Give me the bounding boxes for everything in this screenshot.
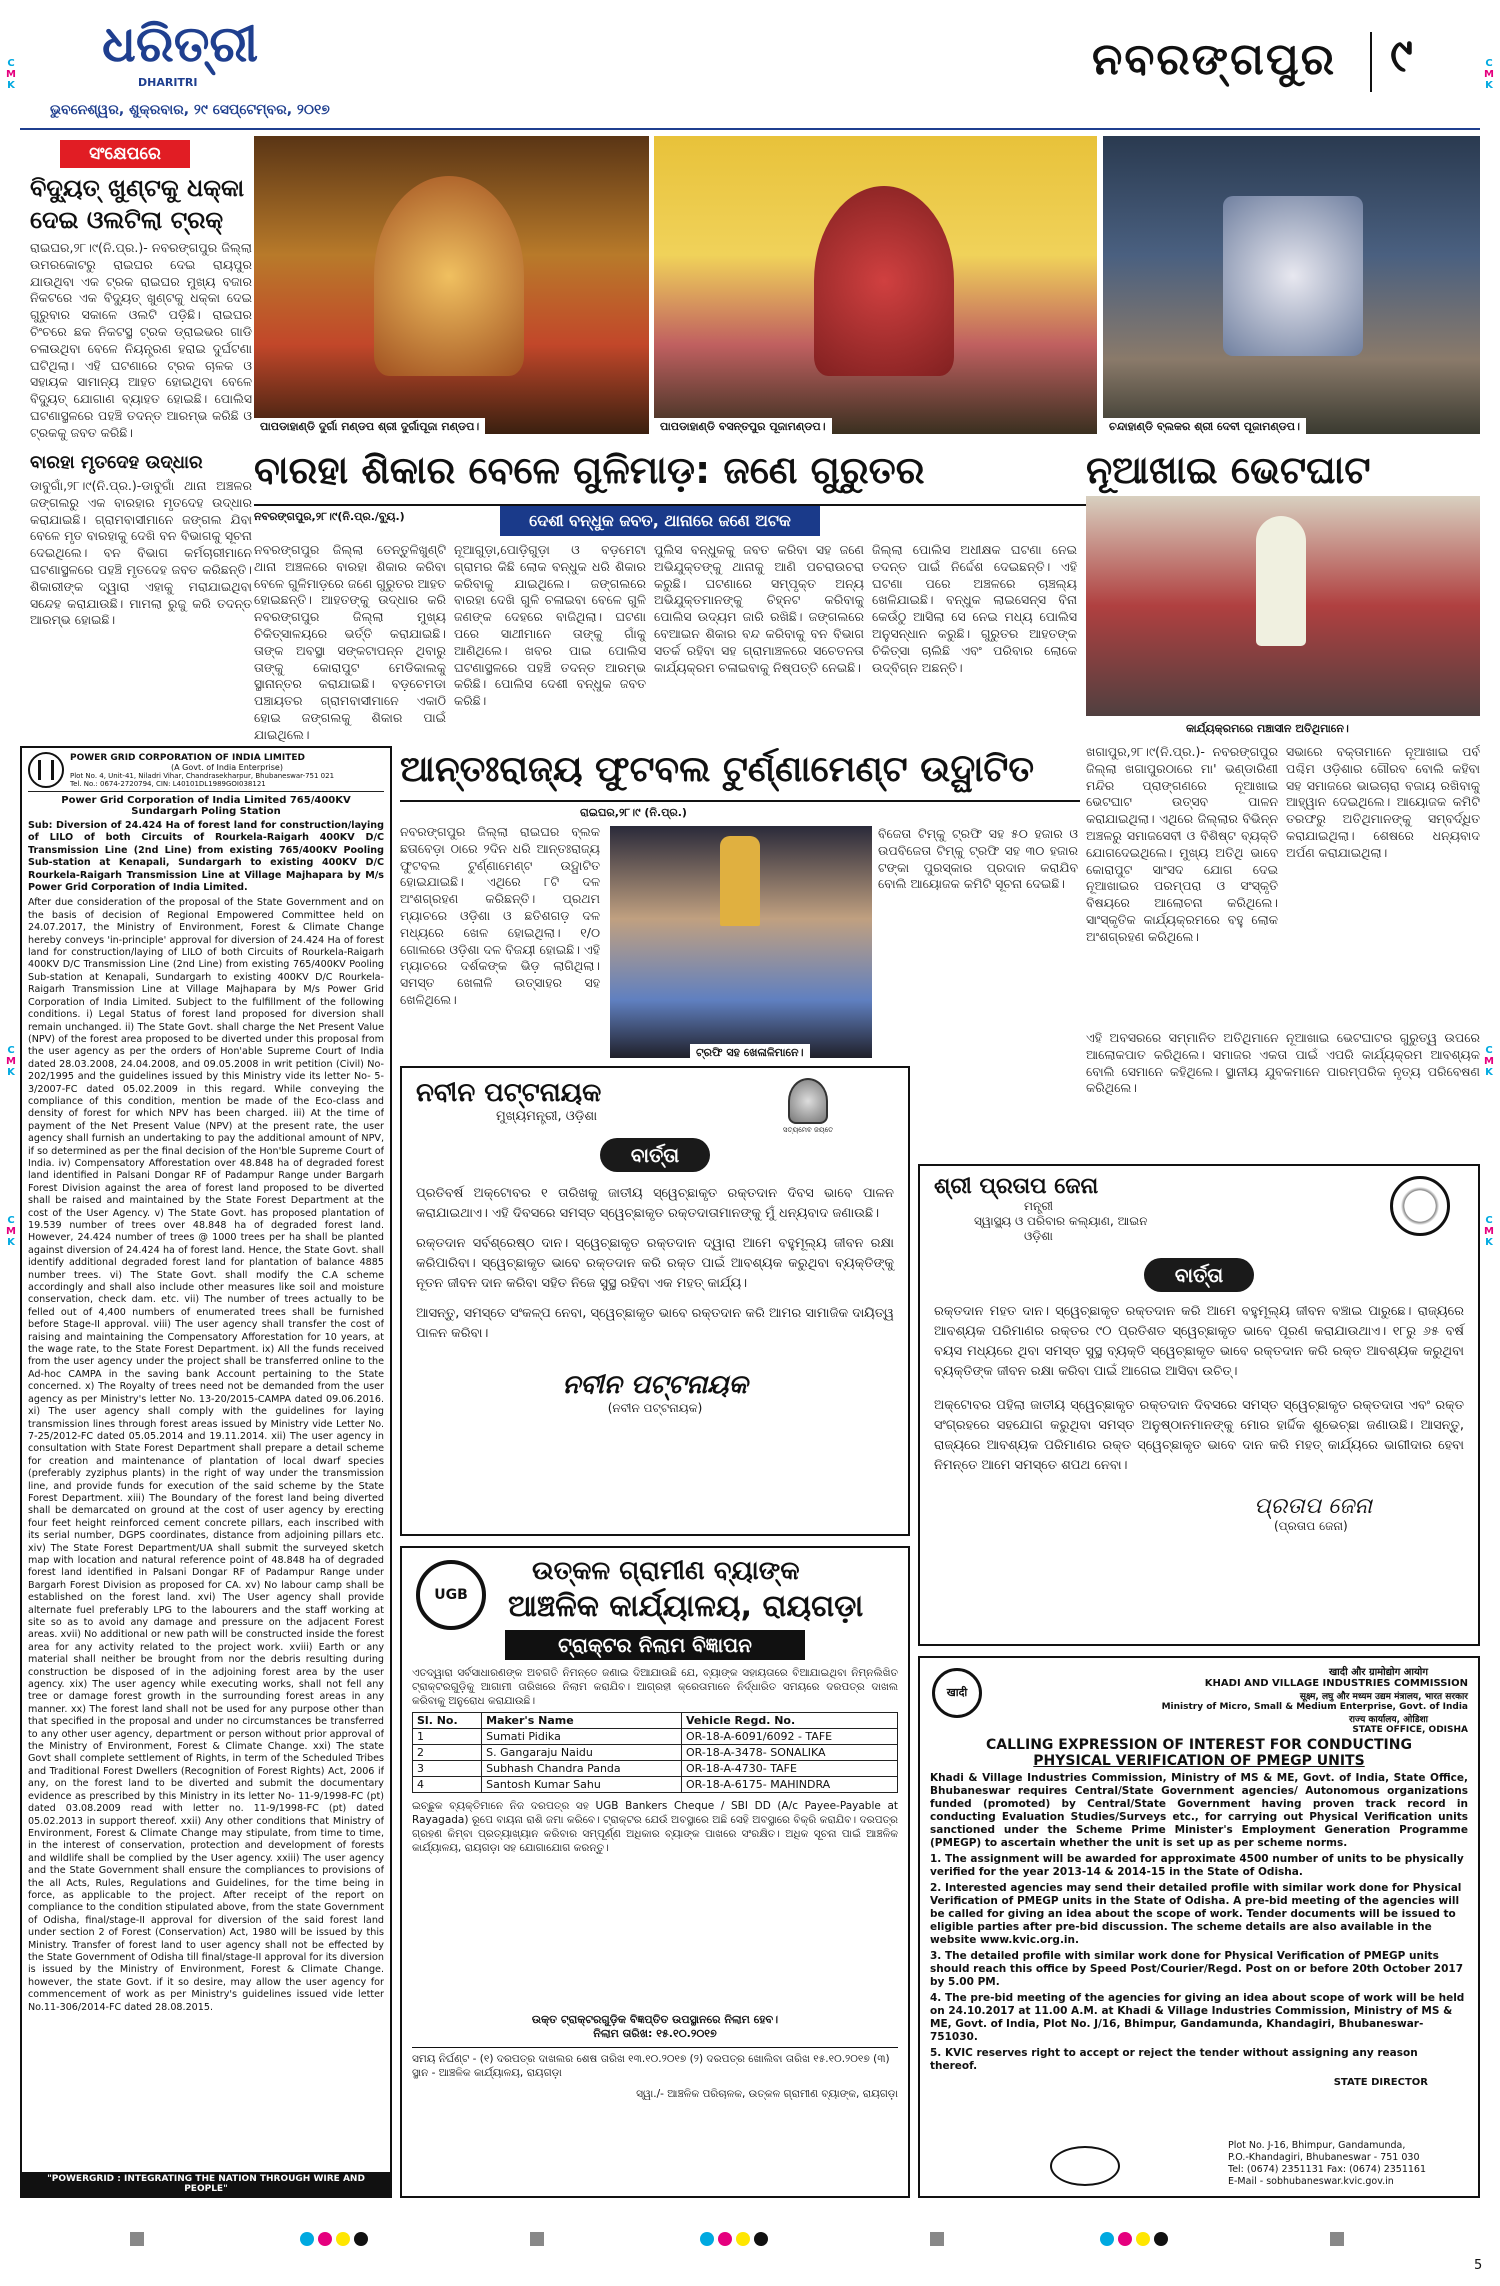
- football-photo: [610, 826, 872, 1058]
- section-title: ନବରଙ୍ଗପୁର: [1092, 34, 1337, 85]
- kvic-addr-3: Tel: (0674) 2351131 Fax: (0674) 2351161: [1228, 2164, 1427, 2175]
- black-dot-2: [754, 2232, 768, 2246]
- th-sl: Sl. No.: [413, 1713, 482, 1729]
- cell: Subhash Chandra Panda: [482, 1761, 682, 1777]
- cell: OR-18-A-4730- TAFE: [681, 1761, 897, 1777]
- th-maker: Maker's Name: [482, 1713, 682, 1729]
- football-cont: ବିଜେତା ଟିମ୍‌କୁ ଟ୍ରଫି ସହ ୫୦ ହଜାର ଓ ଉପବିଜେତା ଟିମ୍‌କୁ ଟ୍ରଫି ସହ ୩୦ ହଜାର ଟଙ୍କା ପୁରସ୍କାର ପ୍ରଦାନ କରାଯିବ ବୋଲି ଆୟୋଜକ କମିଟି ସୂଚନା ଦେଇଛି।: [878, 826, 1078, 892]
- minister-role-2: ସ୍ୱାସ୍ଥ୍ୟ ଓ ପରିବାର କଲ୍ୟାଣ, ଆଇନ: [974, 1214, 1148, 1228]
- kvic-hindi-head: खादी और ग्रामोद्योग आयोग: [1329, 1667, 1428, 1678]
- cell: OR-18-A-6175- MAHINDRA: [681, 1777, 897, 1793]
- pgcil-address: Plot No. 4, Unit-41, Niladri Vihar, Chandrasekharpur, Bhubaneswar-751 021: [70, 771, 335, 780]
- kvic-addr-1: Plot No. J-16, Bhimpur, Gandamunda,: [1228, 2140, 1406, 2151]
- minister-p2: ଅକ୍ଟୋବର ପହିଲା ଜାତୀୟ ସ୍ୱେଚ୍ଛାକୃତ ରକ୍ତଦାନ ଦିବସରେ ସମସ୍ତ ସ୍ୱେଚ୍ଛାକୃତ ରକ୍ତଦାତା ଏବଂ ରକ୍ତ ସଂଗ୍ରହରେ ସହଯୋଗ କରୁଥିବା ସମସ୍ତ ଅନୁଷ୍ଠାନମାନଙ୍କୁ ମୋର ହାର୍ଦ୍ଦିକ ଶୁଭେଚ୍ଛା ଜଣାଉଛି। ଆସନ୍ତୁ, ରାଜ୍ୟରେ ଆବଶ୍ୟକ ପରିମାଣର ରକ୍ତ ସ୍ୱେଚ୍ଛାକୃତ ଭାବେ ଦାନ କରି ମହତ୍ କାର୍ଯ୍ୟରେ ଭାଗୀଦାର ହେବା ନିମନ୍ତେ ଆମେ ସମସ୍ତେ ଶପଥ ନେବା।: [934, 1398, 1464, 1473]
- cm-p2: ରକ୍ତଦାନ ସର୍ବଶ୍ରେଷ୍ଠ ଦାନ। ସ୍ୱେଚ୍ଛାକୃତ ରକ୍ତଦାନ ଦ୍ୱାରା ଆମେ ବହୁମୂଲ୍ୟ ଜୀବନ ରକ୍ଷା କରିପାରିବା। ସ୍ୱେଚ୍ଛାକୃତ ଭାବେ ରକ୍ତଦାନ କରି ରକ୍ତ ପାଇଁ ଆବଶ୍ୟକ କରୁଥିବା ବ୍ୟକ୍ତିଙ୍କୁ ନୂତନ ଜୀବନ ଦାନ କରିବା ସହିତ ନିଜେ ସୁସ୍ଥ ରହିବା ଏକ ମହତ୍ କାର୍ଯ୍ୟ।: [416, 1236, 894, 1291]
- pgcil-title: Power Grid Corporation of India Limited 765/400KV Sundargarh Poling Station: [61, 795, 351, 817]
- nuakhai-photo: [1086, 496, 1480, 716]
- kvic-p3: 3. The detailed profile with similar work done for Physical Verification of PMEGP units should reach this office by Speed Post/Courier/Regd. Post on or before 20th October 2017 by 5.00 PM.: [930, 1950, 1463, 1988]
- pgcil-notice: [20, 746, 392, 2198]
- cell: Sumati Pidika: [482, 1729, 682, 1745]
- cell: OR-18-A-3478- SONALIKA: [681, 1745, 897, 1761]
- bank-body: ଇଚ୍ଛୁକ ବ୍ୟକ୍ତିମାନେ ନିଜ ଦରପତ୍ର ସହ UGB Bankers Cheque / SBI DD (A/c Payee-Payable at Rayagada) ରୂପେ ବାୟନା ରାଶି ଜମା କରିବେ। ଟ୍ରାକ୍ଟର ଯେଉଁ ଅବସ୍ଥାରେ ଅଛି ସେହି ଅବସ୍ଥାରେ ବିକ୍ରି କରାଯିବ। ଦରପତ୍ର ଗ୍ରହଣ କିମ୍ବା ପ୍ରତ୍ୟାଖ୍ୟାନ କରିବାର ସମ୍ପୂର୍ଣ୍ଣ ଅଧିକାର ବ୍ୟାଙ୍କ ପାଖରେ ସଂରକ୍ଷିତ। ଅଧିକ ସୂଚନା ପାଇଁ ଆଞ୍ଚଳିକ କାର୍ଯ୍ୟାଳୟ, ରାୟଗଡ଼ା ସହ ଯୋଗାଯୋଗ କରନ୍ତୁ।: [412, 1800, 898, 1854]
- page-number: 5: [1474, 2258, 1483, 2273]
- grey-mark-1: [130, 2232, 144, 2246]
- cell: 1: [413, 1729, 482, 1745]
- kvic-office: STATE OFFICE, ODISHA: [1352, 1725, 1468, 1735]
- kvic-footer-logo-icon: [1050, 2146, 1120, 2186]
- football-body: ନବରଙ୍ଗପୁର ଜିଲ୍ଲା ରାଇଘର ବ୍ଲକ ଛତାବେଡ଼ା ଠାରେ ୨ଦିନ ଧରି ଆନ୍ତଃରାଜ୍ୟ ଫୁଟବଲ ଟୁର୍ଣ୍ଣାମେଣ୍ଟ ଉଦ୍ଘାଟିତ ହୋଇଯାଇଛି। ଏଥିରେ ୮ଟି ଦଳ ଅଂଶଗ୍ରହଣ କରିଛନ୍ତି। ପ୍ରଥମ ମ୍ୟାଚରେ ଓଡ଼ିଶା ଓ ଛତିଶଗଡ଼ ଦଳ ମଧ୍ୟରେ ଖେଳ ହୋଇଥିଲା। ୧/୦ ଗୋଲରେ ଓଡ଼ିଶା ଦଳ ବିଜୟୀ ହୋଇଛି। ଏହି ମ୍ୟାଚରେ ଦର୍ଶକଙ୍କ ଭିଡ଼ ଲାଗିଥିଲା। ସମସ୍ତ ଖେଳାଳି ଉତ୍ସାହର ସହ ଖେଳିଥିଲେ।: [400, 824, 600, 1007]
- minister-role-1: ମନ୍ତ୍ରୀ: [1024, 1199, 1053, 1213]
- ugb-logo-icon: [416, 1560, 486, 1630]
- grey-mark-3: [930, 2232, 944, 2246]
- cell: 3: [413, 1761, 482, 1777]
- magenta-dot: [318, 2232, 332, 2246]
- th-regd: Vehicle Regd. No.: [681, 1713, 897, 1729]
- cyan-dot: [300, 2232, 314, 2246]
- main-col-1: ନବରଙ୍ଗପୁର ଜିଲ୍ଲା ତେନ୍ତୁଳିଖୁଣ୍ଟି ଥାନା ଅଞ୍ଚଳରେ ବାରହା ଶିକାର କରିବା ବେଳେ ଗୁଳିମାଡ଼ରେ ଜଣେ ଗୁରୁତର ଆହତ ହୋଇଛନ୍ତି। ଆହତଙ୍କୁ ଉଦ୍ଧାର କରି ନବରଙ୍ଗପୁର ଜିଲ୍ଲା ମୁଖ୍ୟ ଚିକିତ୍ସାଳୟରେ ଭର୍ତ୍ତି କରାଯାଇଛି। ତାଙ୍କ ଅବସ୍ଥା ସଙ୍କଟାପନ୍ନ ଥିବାରୁ ତାଙ୍କୁ କୋରାପୁଟ ମେଡିକାଲକୁ ସ୍ଥାନାନ୍ତର କରାଯାଇଛି। ବଡ଼ଚେମଡା ପଞ୍ଚାୟତର ଗ୍ରାମବାସୀମାନେ ଏକାଠି ହୋଇ ଜଙ୍ଗଲକୁ ଶିକାର ପାଇଁ ଯାଇଥିଲେ।: [254, 542, 446, 742]
- bank-notice: [400, 1546, 910, 2198]
- kvic-intro: Khadi & Village Industries Commission, Ministry of MS & ME, Govt. of India, State Office, Bhubaneswar requires Central/State Government agencies/ Autonomous organizations funded (promoted) by Central/State Government having proven track record in conducting Evaluation Studies/Surveys etc., for carrying out Physical Verification units sanctioned under the Scheme Prime Minister's Employment Generation Programme (PMEGP) to ascertain whether the unit is set up as per scheme norms.: [930, 1772, 1468, 1849]
- brief-story1-body: ରାଇଘର,୨୮।୯(ନି.ପ୍ର.)- ନବରଙ୍ଗପୁର ଜିଲ୍ଲା ଉମରକୋଟରୁ ରାଇଘର ଦେଇ ରାୟପୁର ଯାଉଥିବା ଏକ ଟ୍ରକ ରାଇଘର ମୁଖ୍ୟ ବଜାର ନିକଟରେ ଏକ ବିଦ୍ୟୁତ୍ ଖୁଣ୍ଟକୁ ଧକ୍କା ଦେଇ ଗୁରୁବାର ସକାଳେ ଓଲଟି ପଡ଼ିଛି। ରାଇଘର ଚିଂଚରେ ଛକ ନିକଟସ୍ଥ ଟ୍ରକ ଡ୍ରାଇଭର ଗାଡି ଚଳାଉଥିବା ବେଳେ ନିୟନ୍ତ୍ରଣ ହରାଇ ଦୁର୍ଘଟଣା ଘଟିଥିଲା। ଏହି ଘଟଣାରେ ଟ୍ରକ ଚାଳକ ଓ ସହାୟକ ସାମାନ୍ୟ ଆହତ ହୋଇଥିବା ବେଳେ ବିଦ୍ୟୁତ୍ ଯୋଗାଣ ବ୍ୟାହତ ହୋଇଛି। ପୋଲିସ ଘଟଣାସ୍ଥଳରେ ପହଞ୍ଚି ତଦନ୍ତ ଆରମ୍ଭ କରିଛି ଓ ଟ୍ରକକୁ ଜବତ କରିଛି।: [30, 240, 252, 440]
- kvic-addr-2: P.O.-Khandagiri, Bhubaneswar - 751 030: [1228, 2152, 1420, 2163]
- pgcil-company-sub: (A Govt. of India Enterprise): [171, 762, 283, 772]
- kvic-logo-text: खादी: [946, 1686, 968, 1699]
- section-divider: [1370, 32, 1372, 92]
- kvic-ministry: Ministry of Micro, Small & Medium Enterprise, Govt. of India: [1161, 1702, 1468, 1712]
- page-number-odia: ୯: [1390, 28, 1413, 82]
- cell: OR-18-A-6091/6092 - TAFE: [681, 1729, 897, 1745]
- emblem-text: ସତ୍ୟମେବ ଜୟତେ: [782, 1126, 834, 1134]
- minister-tag: ବାର୍ତ୍ତା: [1144, 1258, 1254, 1292]
- kvic-hindi-ministry: सूक्ष्म, लघु और मध्यम उद्यम मंत्रालय, भारत सरकार: [1299, 1692, 1468, 1702]
- kvic-p1: 1. The assignment will be awarded for approximate 4500 number of units to be physically verified for the year 2013-14 & 2014-15 in the State of Odisha.: [930, 1853, 1464, 1878]
- main-headline: ବାରହା ଶିକାର ବେଳେ ଗୁଳିମାଡ଼: ଜଣେ ଗୁରୁତର: [254, 448, 925, 492]
- brief-story2-head: ବାରହା ମୃତଦେହ ଉଦ୍ଧାର: [30, 452, 203, 473]
- cell: Santosh Kumar Sahu: [482, 1777, 682, 1793]
- cm-tag: ବାର୍ତ୍ତା: [600, 1138, 710, 1172]
- odisha-emblem-icon: [1390, 1176, 1450, 1236]
- state-emblem-icon: [782, 1078, 834, 1148]
- kvic-notice: [918, 1656, 1480, 2198]
- minister-role-3: ଓଡ଼ିଶା: [1024, 1229, 1053, 1243]
- cell: 4: [413, 1777, 482, 1793]
- cmk-mark-left-2: C M K: [6, 1045, 16, 1078]
- cmk-mark-right-1: C M K: [1484, 58, 1494, 91]
- durga-puja-photo-1: [254, 136, 649, 434]
- bank-name: ଉତ୍କଳ ଗ୍ରାମୀଣ ବ୍ୟାଙ୍କ: [532, 1556, 800, 1586]
- main-dateline: ନବରଙ୍ଗପୁର,୨୮।୯(ନି.ପ୍ର./ବ୍ୟୁ.): [254, 510, 405, 523]
- football-rule: [400, 800, 1080, 802]
- kvic-logo-icon: [932, 1668, 982, 1718]
- football-headline: ଆନ୍ତଃରାଜ୍ୟ ଫୁଟବଲ ଟୁର୍ଣ୍ଣାମେଣ୍ଟ ଉଦ୍ଘାଟିତ: [400, 749, 1035, 790]
- masthead-dateline: ଭୁବନେଶ୍ୱର, ଶୁକ୍ରବାର, ୨୯ ସେପ୍ଟେମ୍ବର, ୨୦୧୭: [50, 102, 330, 118]
- black-dot: [354, 2232, 368, 2246]
- kvic-title-1: CALLING EXPRESSION OF INTEREST FOR CONDUCTING: [986, 1737, 1412, 1753]
- bank-date-line: ନିଲାମ ତାରିଖ: ୧୫.୧୦.୨୦୧୭: [593, 2027, 717, 2040]
- masthead: [20, 10, 1480, 130]
- yellow-dot-2: [736, 2232, 750, 2246]
- vehicle-table-head: [413, 1713, 898, 1729]
- table-row: [413, 1729, 898, 1745]
- pgcil-logo-icon: [28, 752, 64, 788]
- bank-intro: ଏତଦ୍ୱାରା ସର୍ବସାଧାରଣଙ୍କ ଅବଗତି ନିମନ୍ତେ ଜଣାଇ ଦିଆଯାଉଛି ଯେ, ବ୍ୟାଙ୍କ ସହାୟତାରେ ବିଆଯାଇଥିବା ନିମ୍ନଲିଖିତ ଟ୍ରାକ୍ଟରଗୁଡ଼ିକୁ ଆଗାମୀ ତାରିଖରେ ନିଲାମ କରାଯିବ। ଆଗ୍ରହୀ କ୍ରେତାମାନେ ନିର୍ଦ୍ଧାରିତ ସମୟରେ ଦରପତ୍ର ଦାଖଲ କରିବାକୁ ଅନୁରୋଧ କରାଯାଉଛି।: [412, 1667, 898, 1707]
- cm-p3: ଆସନ୍ତୁ, ସମସ୍ତେ ସଂକଳ୍ପ ନେବା, ସ୍ୱେଚ୍ଛାକୃତ ଭାବେ ରକ୍ତଦାନ କରି ଆମର ସାମାଜିକ ଦାୟିତ୍ୱ ପାଳନ କରିବା।: [416, 1306, 894, 1341]
- black-dot-3: [1154, 2232, 1168, 2246]
- yellow-dot-3: [1136, 2232, 1150, 2246]
- pgcil-body: After due consideration of the proposal of the State Government and on the basis of decision of Regional Empowered Committee held on 24.07.2017, the Ministry of Environment, Forest & Climate Change hereby conveys 'in-principle' approval for diversion of 24.424 Ha of forest land for construction/laying of LILO of both Circuits of Rourkela-Raigarh 400KV D/C Transmission Line (2nd Line) from existing 765/400KV Pooling Sub-station at Kenapali, Sundargarh to existing 400KV D/C Rourkela-Raigarh Transmission Line at Village Majhapara by M/s Power Grid Corporation of India Limited. Subject to the fulfillment of the following conditions. i) Legal Status of forest land proposed for diversion shall remain unchanged. ii) The State Govt. shall charge the Net Present Value (NPV) of the forest area proposed to be diverted under this proposal from the user agency as per the orders of Hon'able Supreme Court of India dated 28.03.2008, 24.04.2008, and 09.05.2008 in writ petition (Civil) No- 202/1995 and the guidelines issued by this Ministry vide its letter No- 5-3/2007-FC dated 05.02.2009 in this regard. While conveying the compliance of this condition, mention be made of the Eco-class and density of forest for which NPV has been charged. iii) At the time of payment of the Net Present Value (NPV) at the present rate, the user agency shall furnish an undertaking to pay the additional amount of NPV, if so determined as per the final decision of the Hon'ble Supreme Court of India. iv) Compensatory Afforestation over 48.848 ha of degraded forest land identified in Palsani Dongar RF of Padampur Range under Bargarh Forest Division against the area of forest land proposed to be diverted shall be raised and maintained by the State Forest Department at the cost of the User Agency. v) The State Govt. has proposed plantation of 19.539 number of trees over 48.848 ha of degraded forest land. However, 24.424 number of trees @ 1000 trees per ha shall be planted against diversion of 24.424 ha of forest land. Hence, the State Govt. shall identify additional degraded forest land for plantation of balance 4885 number trees. vi) The State Govt. shall modify the C.A scheme accordingly and shall also include other measures like soil and moisture conservation, check dam. etc. vii) The number of trees actually to be felled out of 4,400 numbers of enumerated trees shall be furnished before Stage-II approval. viii) The user agency shall transfer the cost of raising and maintaining the Compensatory Afforestation for 10 years, at the wage rate, to the State Forest Department. ix) All the funds received from the user agency under the project shall be transferred online to the Ad-hoc CAMPA in the saving bank Account pertaining to the State concerned. x) The Royalty of trees need not be demanded from the user agency as per Ministry's letter No. 13-20/2015-CAMPA dated 09.06.2016. xi) The user agency shall comply with the guidelines for laying transmission lines through forest areas issued by Ministry vide Letter No. 7-25/2012-FC dated 05.05.2014 and 19.11.2014. xii) The user agency in consultation with State Forest Department shall prepare a detail scheme for creation and maintenance of plantation of local dwarf species (preferably zyziphus plants) in the right of way under the transmission line, and provide funds for execution of the said scheme by the State Forest Department. xiii) The Boundary of the forest land being diverted shall be demarcated on ground at the cost of user agency by erecting four feet height reinforced cement concrete pillars, each inscribed with its serial number, DGPS coordinates, distance from adjoining pillars etc. xiv) The State Forest Department/UA shall submit the surveyed sketch map with location and natural reference point of 48.848 ha of degraded forest land identified in Palsani Dongar RF of Padampur Range under Bargarh Forest Division as proposed for CA. xv) No labour camp shall be established on the forest land. xvi) The User agency shall provide alternate fuel preferably LPG to the labourers and the staff working at site so as to avoid any damage and pressure on the adjacent Forest areas. xvii) No additional or new path will be constructed inside the forest area for any activity related to the project work. xviii) Earth or any material shall neither be brought from nor the debris resulting during construction be disposed of in the adjoining forest area by the user agency. xix) The user agency while executing works, shall not fell any tree or damage forest growth in the surrounding forest areas in any manner. xx) The forest land shall not be used for any purpose other than that specified in the proposal and under no circumstances be transferred to any other user agency, department or person without prior approval of the Ministry of Environment, Forest & Climate Change. xxi) The state Govt shall complete settlement of Rights, in term of the Scheduled Tribes and Traditional Forest Dwellers (Recognition of Forest Rights) Act, 2006 if any, on the forest land to be diverted and submit the documentary evidence as prescribed by this Ministry in its letter No- 11-9/1998-FC (pt) dated 03.08.2009 read with letter no. 11-9/1998-FC (pt) dated 05.02.2013 in support thereof. xxii) Any other conditions that Ministry of Environment, Forest & Climate Change may stipulate, from time to time, in the interest of conservation, protection and development of forests and wildlife shall be complied by the User agency. xxiii) The user agency and the State Government shall ensure the compliances to provisions of the all Acts, Rules, Regulations and Guidelines, for the time being in force, as applicable to the project. After receipt of the report on compliance to the condition stipulated above, from the state Government of Odisha, final/stage-II approval for diversion of the said forest land under section 2 of Forest (Conservation) Act, 1980 will be issued by this Ministry. Transfer of forest land to user agency shall not be effected by the State Government of Odisha till final/stage-II approval for its diversion is issued by the Ministry of Environment, Forest & Climate Change. however, the state Govt. if it so desire, may allow the user agency for commencement of work as per Ministry's guidelines issued vide letter No.11-306/2014-FC dated 28.08.2015.: [28, 897, 384, 2013]
- grey-mark-2: [530, 2232, 544, 2246]
- minister-p1: ରକ୍ତଦାନ ମହତ ଦାନ। ସ୍ୱେଚ୍ଛାକୃତ ରକ୍ତଦାନ କରି ଆମେ ବହୁମୂଲ୍ୟ ଜୀବନ ବଞ୍ଚାଇ ପାରୁଛେ। ରାଜ୍ୟରେ ଆବଶ୍ୟକ ପରିମାଣର ରକ୍ତର ୯୦ ପ୍ରତିଶତ ସ୍ୱେଚ୍ଛାକୃତ ଭାବେ ପୂରଣ କରାଯାଉଥାଏ। ୧୮ରୁ ୬୫ ବର୍ଷ ବୟସ ମଧ୍ୟରେ ଥିବା ସମସ୍ତ ସୁସ୍ଥ ବ୍ୟକ୍ତି ସ୍ୱେଚ୍ଛାକୃତ ଭାବେ ରକ୍ତଦାନ କରି ରକ୍ତ ଆବଶ୍ୟକ କରୁଥିବା ବ୍ୟକ୍ତିଙ୍କ ଜୀବନ ରକ୍ଷା କରିବା ପାଇଁ ଆଗେଇ ଆସିବା ଉଚିତ୍।: [934, 1304, 1464, 1379]
- main-col-4: ଜିଲ୍ଲା ପୋଲିସ ଅଧୀକ୍ଷକ ଘଟଣା ନେଇ ତଦନ୍ତ ପାଇଁ ନିର୍ଦ୍ଦେଶ ଦେଇଛନ୍ତି। ଏହି ଘଟଣା ପରେ ଅଞ୍ଚଳରେ ଚାଞ୍ଚଲ୍ୟ ଖେଳିଯାଇଛି। ବନ୍ଧୁକ ଲାଇସେନ୍ସ ବିନା କେଉଁଠୁ ଆସିଲା ସେ ନେଇ ମଧ୍ୟ ପୋଲିସ ଅନୁସନ୍ଧାନ କରୁଛି। ଗୁରୁତର ଆହତଙ୍କ ଚିକିତ୍ସା ଚାଲିଛି ଏବଂ ପରିବାର ଲୋକେ ଉଦ୍ବିଗ୍ନ ଅଛନ୍ତି।: [872, 542, 1077, 675]
- brief-story2-body: ଡାବୁଗାଁ,୨୮।୯(ନି.ପ୍ର.)-ଡାବୁଗାଁ ଥାନା ଅଞ୍ଚଳର ଜଙ୍ଗଲରୁ ଏକ ବାରହାର ମୃତଦେହ ଉଦ୍ଧାର କରାଯାଇଛି। ଗ୍ରାମବାସୀମାନେ ଜଙ୍ଗଲ ଯିବା ବେଳେ ମୃତ ବାରହାକୁ ଦେଖି ବନ ବିଭାଗକୁ ସୂଚନା ଦେଇଥିଲେ। ବନ ବିଭାଗ କର୍ମଚାରୀମାନେ ଘଟଣାସ୍ଥଳରେ ପହଞ୍ଚି ମୃତଦେହ ଜବତ କରିଛନ୍ତି। ଶିକାରୀଙ୍କ ଦ୍ୱାରା ଏହାକୁ ମରାଯାଇଥିବା ସନ୍ଦେହ କରାଯାଉଛି। ମାମଲା ରୁଜୁ କରି ତଦନ୍ତ ଆରମ୍ଭ ହୋଇଛି।: [30, 478, 252, 628]
- football-photo-caption: ଟ୍ରଫି ସହ ଖେଳାଳିମାନେ।: [690, 1044, 810, 1062]
- kvic-name: KHADI AND VILLAGE INDUSTRIES COMMISSION: [1204, 1678, 1468, 1689]
- kvic-title-2: PHYSICAL VERIFICATION OF PMEGP UNITS: [1033, 1753, 1365, 1769]
- photo-caption-1: ପାପଡାହାଣ୍ଡି ଦୁର୍ଗା ମଣ୍ଡପ ଶ୍ରୀ ଦୁର୍ଗାପୂଜା ମଣ୍ଡପ।: [254, 418, 485, 436]
- cm-name: ନବୀନ ପଟ୍ଟନାୟକ: [416, 1078, 602, 1108]
- photo-caption-2: ପାପଡାହାଣ୍ଡି ବସନ୍ତପୁର ପୂଜାମଣ୍ଡପ।: [654, 418, 832, 436]
- pgcil-company: POWER GRID CORPORATION OF INDIA LIMITED: [70, 752, 305, 763]
- cmk-mark-right-3: C M K: [1484, 1215, 1494, 1248]
- cmk-mark-left-1: C M K: [6, 58, 16, 91]
- nuakhai-col-2: ସଭାରେ ବକ୍ତାମାନେ ନୂଆଖାଇ ପର୍ବ ପଶ୍ଚିମ ଓଡ଼ିଶାର ଗୌରବ ବୋଲି କହିବା ସହ ସମାଜରେ ଭାଇଚାରା ବଜାୟ ରଖିବାକୁ ଆହ୍ୱାନ ଦେଇଥିଲେ। ଆୟୋଜକ କମିଟି ତରଫରୁ ଅତିଥିମାନଙ୍କୁ ସମ୍ବର୍ଦ୍ଧିତ କରାଯାଇଥିଲା। ଶେଷରେ ଧନ୍ୟବାଦ ଅର୍ପଣ କରାଯାଇଥିଲା।: [1286, 744, 1480, 860]
- nuakhai-headline: ନୂଆଖାଇ ଭେଟଘାଟ: [1086, 448, 1371, 492]
- bank-signatory: ସ୍ୱା./- ଆଞ୍ଚଳିକ ପରିଚାଳକ, ଉତ୍କଳ ଗ୍ରାମୀଣ ବ୍ୟାଙ୍କ, ରାୟଗଡ଼ା: [636, 2088, 898, 2100]
- brief-story1-head: ବିଦ୍ୟୁତ୍ ଖୁଣ୍ଟକୁ ଧକ୍କା ଦେଇ ଓଲଟିଲା ଟ୍ରକ୍: [30, 174, 245, 234]
- masthead-logo: ଧରିତ୍ରୀ: [102, 15, 259, 73]
- durga-puja-photo-3: [1103, 136, 1480, 434]
- nuakhai-cont: ଏହି ଅବସରରେ ସମ୍ମାନିତ ଅତିଥିମାନେ ନୂଆଖାଇ ଭେଟଘାଟର ଗୁରୁତ୍ୱ ଉପରେ ଆଲୋକପାତ କରିଥିଲେ। ସମାଜର ଏକତା ପାଇଁ ଏପରି କାର୍ଯ୍ୟକ୍ରମ ଆବଶ୍ୟକ ବୋଲି ସେମାନେ କହିଥିଲେ। ସ୍ଥାନୀୟ ଯୁବକମାନେ ପାରମ୍ପରିକ ନୃତ୍ୟ ପରିବେଷଣ କରିଥିଲେ।: [1086, 1030, 1480, 1096]
- table-row: [413, 1745, 898, 1761]
- cm-p1: ପ୍ରତିବର୍ଷ ଅକ୍ଟୋବର ୧ ତାରିଖକୁ ଜାତୀୟ ସ୍ୱେଚ୍ଛାକୃତ ରକ୍ତଦାନ ଦିବସ ଭାବେ ପାଳନ କରାଯାଇଥାଏ। ଏହି ଦିବସରେ ସମସ୍ତ ସ୍ୱେଚ୍ଛାକୃତ ରକ୍ତଦାତାମାନଙ୍କୁ ମୁଁ ଧନ୍ୟବାଦ ଜଣାଉଛି।: [416, 1186, 894, 1221]
- minister-sig-name: (ପ୍ରତାପ ଜେନା): [1274, 1519, 1348, 1533]
- main-subhead: ଦେଶୀ ବନ୍ଧୁକ ଜବତ, ଥାନାରେ ଜଣେ ଅଟକ: [500, 506, 820, 536]
- cell: S. Gangaraju Naidu: [482, 1745, 682, 1761]
- magenta-dot-3: [1118, 2232, 1132, 2246]
- bank-office: ଆଞ୍ଚଳିକ କାର୍ଯ୍ୟାଳୟ, ରାୟଗଡ଼ା: [508, 1589, 864, 1624]
- football-dateline: ରାଇଘର,୨୮।୯ (ନି.ପ୍ର.): [580, 806, 687, 819]
- masthead-logo-sub: DHARITRI: [138, 76, 198, 89]
- kvic-p2: 2. Interested agencies may send their detailed profile with similar work done for Physical Verification of PMEGP units in the State of Odisha. A pre-bid meeting of the agencies will be called for giving an idea about the scope of work. Tender documents will be issued to eligible parties after pre-bid discussion. The scheme details are also available in the website www.kvic.org.in.: [930, 1882, 1462, 1946]
- pgcil-footer: "POWERGRID : INTEGRATING THE NATION THROUGH WIRE AND PEOPLE": [22, 2172, 390, 2196]
- cmk-mark-left-3: C M K: [6, 1215, 16, 1248]
- kvic-p4: 4. The pre-bid meeting of the agencies for giving an idea about scope of work will be held on 24.10.2017 at 11.00 A.M. at Khadi & Village Industries Commission, Ministry of MS & ME, Govt. of India, Plot No. J/16, Bhimpur, Gandamunda, Khandagiri, Bhubaneswar-751030.: [930, 1992, 1465, 2043]
- kvic-hindi-office: राज्य कार्यालय, ओडिशा: [1349, 1715, 1428, 1725]
- vehicle-table: [412, 1712, 898, 1793]
- cyan-dot-2: [700, 2232, 714, 2246]
- kvic-p5: 5. KVIC reserves right to accept or reject the tender without assigning any reason thereof.: [930, 2047, 1418, 2072]
- yellow-dot: [336, 2232, 350, 2246]
- cm-message-box: [400, 1066, 910, 1536]
- bank-schedule: ସମୟ ନିର୍ଘଣ୍ଟ - (୧) ଦରପତ୍ର ଦାଖଲର ଶେଷ ତାରିଖ ୧୩.୧୦.୨୦୧୭ (୨) ଦରପତ୍ର ଖୋଲିବା ତାରିଖ ୧୫.୧୦.୨୦୧୭ (୩) ସ୍ଥାନ - ଆଞ୍ଚଳିକ କାର୍ଯ୍ୟାଳୟ, ରାୟଗଡ଼ା: [412, 2047, 898, 2080]
- minister-name: ଶ୍ରୀ ପ୍ରତାପ ଜେନା: [934, 1174, 1099, 1199]
- magenta-dot-2: [718, 2232, 732, 2246]
- bank-bold-line: ଉକ୍ତ ଟ୍ରାକ୍ଟରଗୁଡ଼ିକ ବିଜ୍ଞପ୍ତିତ ଉପସ୍ଥାନରେ ନିଲାମ ହେବ।: [531, 2013, 779, 2026]
- cm-sig-name: (ନବୀନ ପଟ୍ଟନାୟକ): [607, 1401, 703, 1415]
- photo-caption-3: ଚନ୍ଦାହାଣ୍ଡି ବ୍ଲକର ଶ୍ରୀ ଦେବୀ ପୂଜାମଣ୍ଡପ।: [1103, 418, 1306, 436]
- grey-mark-4: [1330, 2232, 1344, 2246]
- cmk-mark-right-2: C M K: [1484, 1045, 1494, 1078]
- kvic-addr-4: E-Mail - sobhubaneswar.kvic.gov.in: [1228, 2176, 1394, 2187]
- ugb-logo-text: UGB: [434, 1587, 468, 1603]
- main-col-3: ପୁଲିସ ବନ୍ଧୁକକୁ ଜବତ କରିବା ସହ ଜଣେ ଅଭିଯୁକ୍ତଙ୍କୁ ଥାନାକୁ ଆଣି ପଚରାଉଚରା କରୁଛି। ଘଟଣାରେ ସମ୍ପୃକ୍ତ ଅନ୍ୟ ଅଭିଯୁକ୍ତମାନଙ୍କୁ ଚିହ୍ନଟ କରିବାକୁ ପୋଲିସ ଉଦ୍ୟମ ଜାରି ରଖିଛି। ଜଙ୍ଗଲରେ ବେଆଇନ ଶିକାର ବନ୍ଦ କରିବାକୁ ବନ ବିଭାଗ ସତର୍କ ରହିବା ସହ ଗ୍ରାମାଞ୍ଚଳରେ ସଚେତନତା କାର୍ଯ୍ୟକ୍ରମ ଚଳାଇବାକୁ ନିଷ୍ପତ୍ତି ନେଇଛି।: [654, 542, 864, 675]
- cm-role: ମୁଖ୍ୟମନ୍ତ୍ରୀ, ଓଡ଼ିଶା: [496, 1109, 598, 1124]
- cell: 2: [413, 1745, 482, 1761]
- cyan-dot-3: [1100, 2232, 1114, 2246]
- brief-tag: ସଂକ୍ଷେପରେ: [60, 140, 190, 168]
- cm-signature: ନବୀନ ପଟ୍ଟନାୟକ: [562, 1370, 748, 1400]
- bank-notice-title: ଟ୍ରାକ୍ଟର ନିଲାମ ବିଜ୍ଞାପନ: [505, 1630, 805, 1660]
- pgcil-subject: Sub: Diversion of 24.424 Ha of forest land for construction/laying of LILO of both Circuits of Rourkela-Raigarh 400KV D/C Transmission Line (2nd Line) from existing 765/400KV Pooling Sub-station at Kenapali, Sundargarh to existing 400KV D/C Rourkela-Raigarh Transmission Line at Village Majhapara by M/s Power Grid Corporation of India Limited.: [28, 820, 384, 894]
- kvic-director: STATE DIRECTOR: [1333, 2077, 1428, 2088]
- pgcil-tel: Tel. No.: 0674-2720794, CIN: L40101DL1989GOI038121: [70, 779, 266, 788]
- main-col-2: ନୂଆଗୁଡ଼ା,ପୋଡ଼ିଗୁଡ଼ା ଓ ବଡ଼ମେଟା ଗ୍ରାମର କିଛି ଲୋକ ବନ୍ଧୁକ ଧରି ଶିକାର କରିବାକୁ ଯାଇଥିଲେ। ଜଙ୍ଗଲରେ ବାରହା ଦେଖି ଗୁଳି ଚଳାଇବା ବେଳେ ଗୁଳି ଜଣଙ୍କ ଦେହରେ ବାଜିଥିଲା। ଘଟଣା ପରେ ସାଥୀମାନେ ତାଙ୍କୁ ଗାଁକୁ ଆଣିଥିଲେ। ଖବର ପାଇ ପୋଲିସ ଘଟଣାସ୍ଥଳରେ ପହଞ୍ଚି ତଦନ୍ତ ଆରମ୍ଭ କରିଛି। ପୋଲିସ ଦେଶୀ ବନ୍ଧୁକ ଜବତ କରିଛି।: [454, 542, 646, 709]
- table-row: [413, 1761, 898, 1777]
- table-row: [413, 1777, 898, 1793]
- nuakhai-photo-caption: କାର୍ଯ୍ୟକ୍ରମରେ ମଞ୍ଚାସୀନ ଅତିଥିମାନେ।: [1180, 720, 1355, 738]
- nuakhai-col-1: ଖଗାପୁର,୨୮।୯(ନି.ପ୍ର.)- ନବରଙ୍ଗପୁର ଜିଲ୍ଲା ଖଗାପୁରଠାରେ ମା' ଭଣ୍ଡାରିଣୀ ମନ୍ଦିର ପ୍ରାଙ୍ଗଣରେ ନୂଆଖାଇ ଭେଟଘାଟ ଉତ୍ସବ ପାଳନ କରାଯାଇଥିଲା। ଏଥିରେ ଜିଲ୍ଲାର ବିଭିନ୍ନ ଅଞ୍ଚଳରୁ ସମାଜସେବୀ ଓ ବିଶିଷ୍ଟ ବ୍ୟକ୍ତି ଯୋଗଦେଇଥିଲେ। ମୁଖ୍ୟ ଅତିଥି ଭାବେ କୋରାପୁଟ ସାଂସଦ ଯୋଗ ଦେଇ ନୂଆଖାଇର ପରମ୍ପରା ଓ ସଂସ୍କୃତି ବିଷୟରେ ଆଲୋଚନା କରିଥିଲେ। ସାଂସ୍କୃତିକ କାର୍ଯ୍ୟକ୍ରମରେ ବହୁ ଲୋକ ଅଂଶଗ୍ରହଣ କରିଥିଲେ।: [1086, 744, 1278, 944]
- minister-message-box: [918, 1164, 1480, 1646]
- durga-puja-photo-2: [654, 136, 1097, 434]
- minister-signature: ପ୍ରତାପ ଜେନା: [1254, 1494, 1372, 1519]
